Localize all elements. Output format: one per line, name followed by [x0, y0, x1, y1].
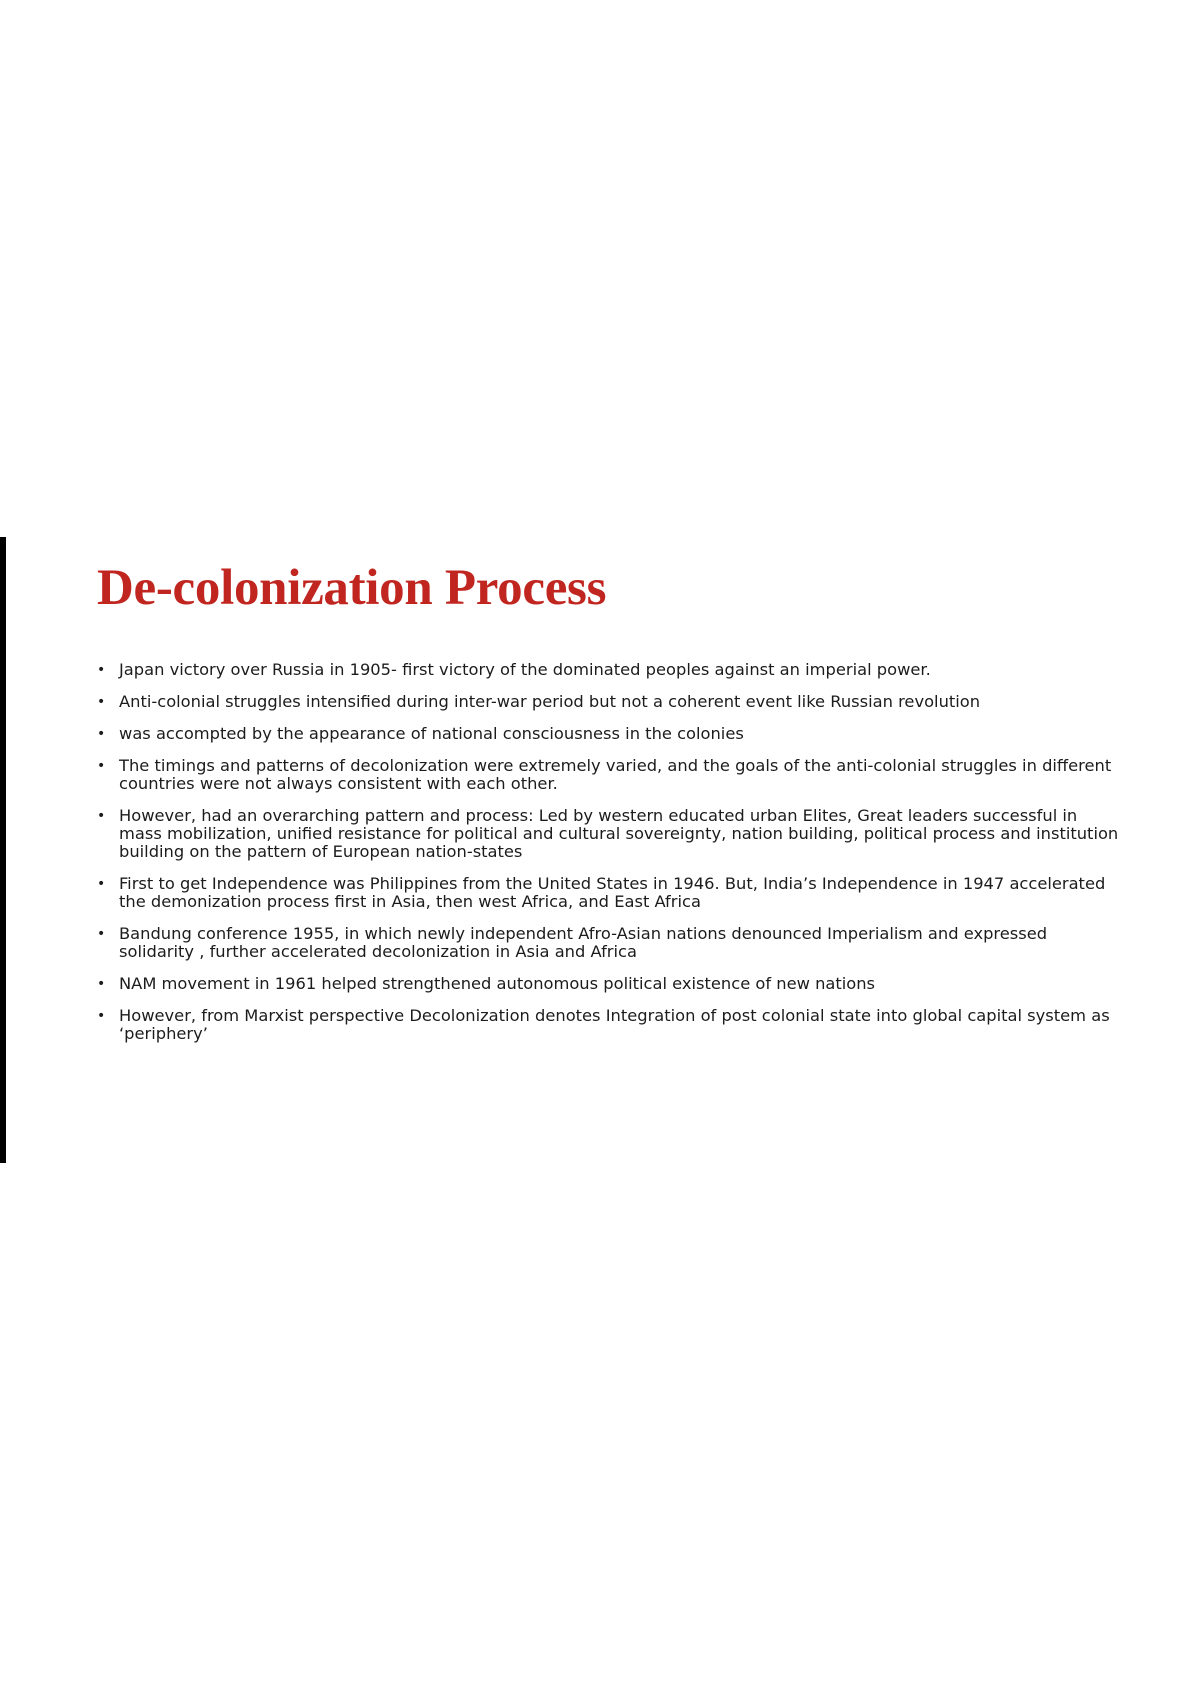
bullet-text: Anti-colonial struggles intensified during inter-war period but not a coherent event like Russian revolution: [119, 692, 981, 711]
slide-title: De-colonization Process: [97, 560, 607, 616]
bullet-text: Bandung conference 1955, in which newly independent Afro-Asian nations denounced Imperialism and expressed solidarity , further accelerated decolonization in Asia and Africa: [119, 924, 1048, 961]
bullet-text: However, from Marxist perspective Decolonization denotes Integration of post colonial state into global capital system as ‘periphery’: [119, 1006, 1110, 1043]
bullet-dot-icon: •: [97, 876, 106, 892]
bullet-item: [94, 1007, 1120, 1043]
bullet-dot-icon: •: [97, 926, 106, 942]
bullet-text: Japan victory over Russia in 1905- first victory of the dominated peoples against an imperial power.: [119, 660, 931, 679]
bullet-dot-icon: •: [97, 662, 106, 678]
bullet-item: [94, 807, 1120, 861]
bullet-text: was accompted by the appearance of national consciousness in the colonies: [119, 724, 744, 743]
bullet-dot-icon: •: [97, 976, 106, 992]
bullet-list: [94, 661, 1120, 1057]
bullet-dot-icon: •: [97, 726, 106, 742]
bullet-item: [94, 661, 1120, 679]
bullet-dot-icon: •: [97, 1008, 106, 1024]
slide: [0, 537, 1200, 1163]
bullet-dot-icon: •: [97, 808, 106, 824]
bullet-text: However, had an overarching pattern and process: Led by western educated urban Elites, Great leaders successful in mass mobilization, unified resistance for political and cultural sovereignty, nation building, political process and institution building on the pattern of European nation-states: [119, 806, 1119, 861]
bullet-text: NAM movement in 1961 helped strengthened autonomous political existence of new nations: [119, 974, 876, 993]
bullet-item: [94, 725, 1120, 743]
bullet-item: [94, 925, 1120, 961]
bullet-dot-icon: •: [97, 694, 106, 710]
bullet-text: The timings and patterns of decolonization were extremely varied, and the goals of the anti-colonial struggles in different countries were not always consistent with each other.: [119, 756, 1112, 793]
bullet-text: First to get Independence was Philippines from the United States in 1946. But, India’s Independence in 1947 accelerated the demonization process first in Asia, then west Africa, and East Africa: [119, 874, 1106, 911]
bullet-item: [94, 975, 1120, 993]
bullet-item: [94, 693, 1120, 711]
bullet-item: [94, 757, 1120, 793]
bullet-dot-icon: •: [97, 758, 106, 774]
bullet-item: [94, 875, 1120, 911]
